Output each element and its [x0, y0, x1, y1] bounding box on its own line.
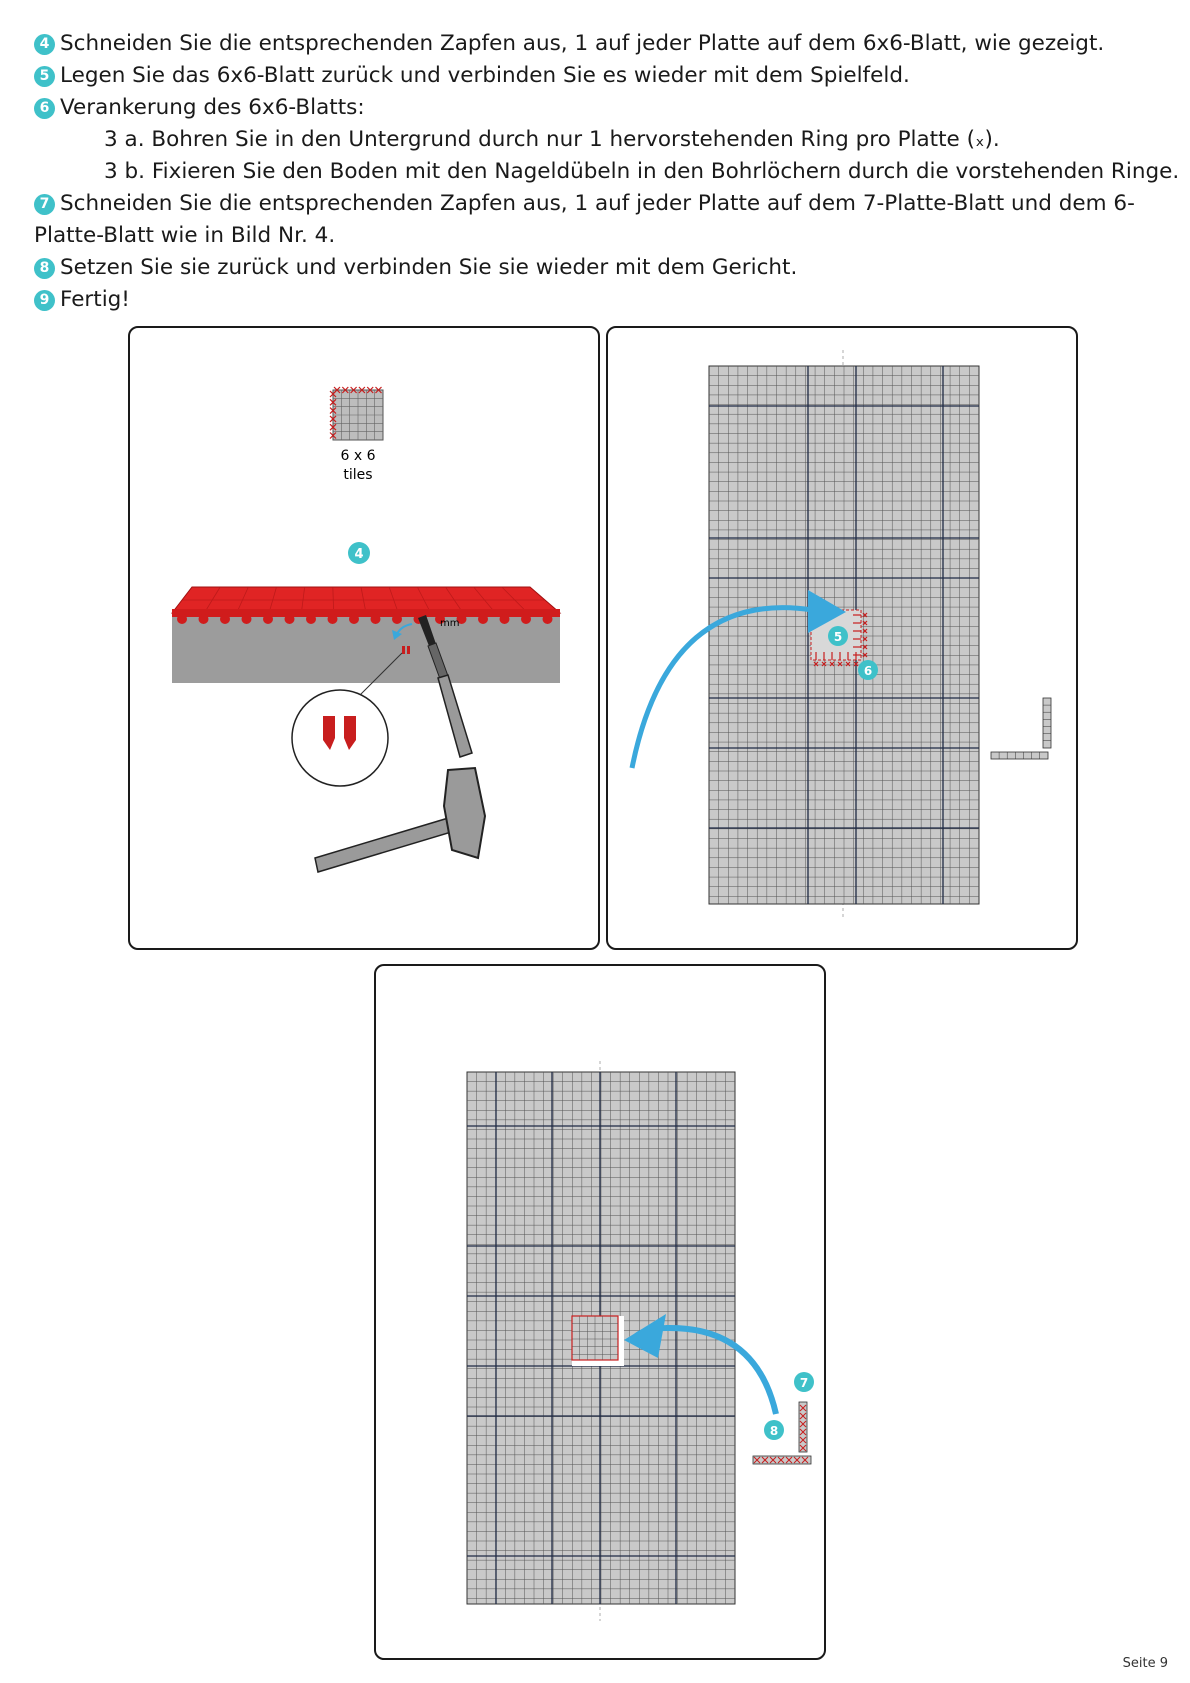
- tile-label: 6 x 6: [340, 448, 376, 464]
- step-number-badge: 7: [34, 194, 55, 215]
- peg: [407, 646, 410, 654]
- instruction-list: [34, 28, 1180, 316]
- tile-ring: [543, 614, 553, 624]
- page-number: Seite 9: [1122, 1656, 1168, 1671]
- tile-ring: [306, 614, 316, 624]
- illustration-panel-reinsert: [374, 964, 826, 1660]
- tile-ring: [285, 614, 295, 624]
- tile-ring: [349, 614, 359, 624]
- instruction-text: Setzen Sie sie zurück und verbinden Sie sie wieder mit dem Gericht.: [60, 255, 798, 280]
- instruction-item: [34, 252, 1164, 284]
- magnifier-circle: [292, 690, 388, 786]
- tile-ring: [500, 614, 510, 624]
- tile-6x6-icon: [330, 387, 383, 440]
- tile-ring: [521, 614, 531, 624]
- illustration-panel-cutting: [128, 326, 600, 950]
- reinsert-illustration: [376, 966, 824, 1658]
- peg: [402, 646, 405, 654]
- step-badge-label: 4: [354, 547, 364, 562]
- step-badge-label: 6: [863, 664, 873, 678]
- instruction-item: [34, 60, 1164, 92]
- instruction-text: Schneiden Sie die entsprechenden Zapfen aus, 1 auf jeder Platte auf dem 7-Platte-Blatt und dem 6-Platte-Blatt wie in Bild Nr. 4.: [34, 191, 1135, 248]
- step-badge-label: 8: [769, 1424, 779, 1438]
- tile-ring: [478, 614, 488, 624]
- tile-ring: [220, 614, 230, 624]
- step-number-badge: 9: [34, 290, 55, 311]
- instruction-text: Fertig!: [60, 287, 130, 312]
- illustration-panel-placement: [606, 326, 1078, 950]
- tile-ring: [371, 614, 381, 624]
- step-number-badge: 6: [34, 98, 55, 119]
- step-badge-label: 7: [799, 1376, 809, 1390]
- tile-ring: [199, 614, 209, 624]
- tile-ring: [263, 614, 273, 624]
- tile-label: tiles: [343, 467, 373, 483]
- cutting-illustration: [130, 328, 598, 948]
- ground-block: [172, 613, 560, 683]
- tile-ring: [392, 614, 402, 624]
- measure-label: mm: [440, 618, 460, 629]
- instruction-item: [34, 28, 1164, 60]
- step-badge-label: 5: [833, 630, 843, 644]
- instruction-item: [34, 92, 1164, 124]
- tile-ring: [177, 614, 187, 624]
- tile-ring: [242, 614, 252, 624]
- placement-illustration: [608, 328, 1076, 948]
- step-number-badge: 5: [34, 66, 55, 87]
- step-number-badge: 4: [34, 34, 55, 55]
- instruction-subitem: [34, 156, 1180, 188]
- tile-ring: [328, 614, 338, 624]
- instruction-text: Legen Sie das 6x6-Blatt zurück und verbinden Sie es wieder mit dem Spielfeld.: [60, 63, 910, 88]
- instruction-subitem: [34, 124, 1164, 156]
- step-number-badge: 8: [34, 258, 55, 279]
- instruction-text: Verankerung des 6x6-Blatts:: [60, 95, 365, 120]
- instruction-text: 3 b. Fixieren Sie den Boden mit den Nageldübeln in den Bohrlöchern durch die vorstehenden Ringe.: [104, 159, 1180, 184]
- instruction-item: [34, 284, 1164, 316]
- instruction-text: Schneiden Sie die entsprechenden Zapfen aus, 1 auf jeder Platte auf dem 6x6-Blatt, wie gezeigt.: [60, 31, 1105, 56]
- instruction-text: 3 a. Bohren Sie in den Untergrund durch nur 1 hervorstehenden Ring pro Platte (ₓ).: [104, 127, 1000, 152]
- spare-tile-strip: [991, 698, 1051, 759]
- instruction-item: [34, 188, 1164, 252]
